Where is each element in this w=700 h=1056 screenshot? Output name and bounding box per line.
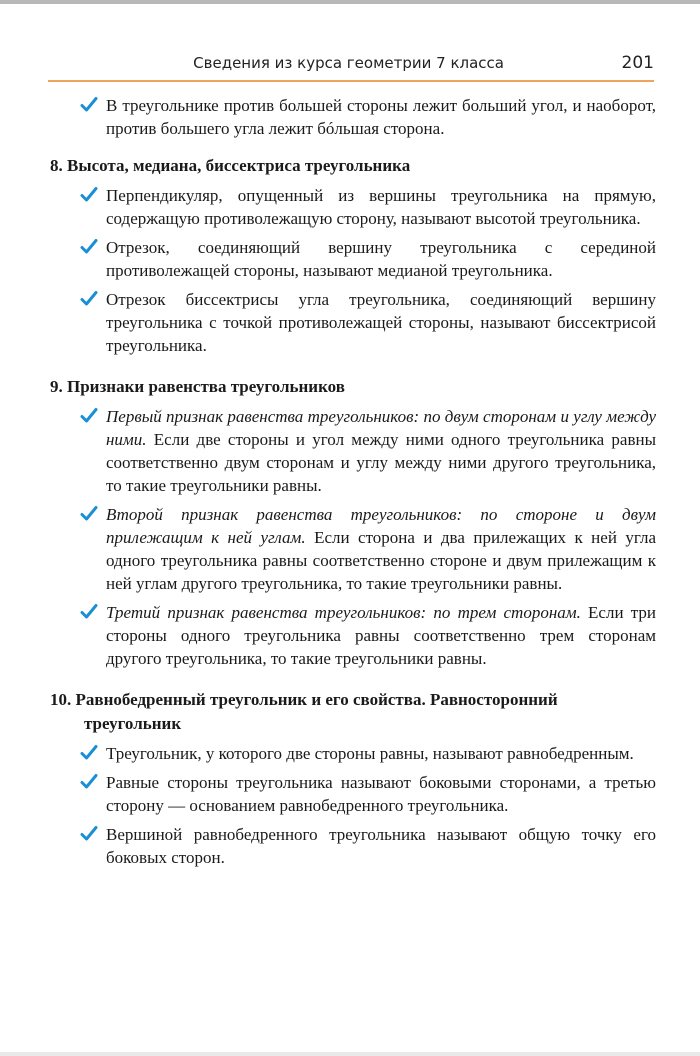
item-text: В треугольнике против большей стороны лежит больший угол, и наоборот, против большего угла лежит бóльшая сторона. [106, 96, 656, 138]
list-item [50, 94, 656, 140]
list-item [50, 503, 656, 595]
checkmark-icon [80, 96, 98, 114]
section-heading [50, 688, 656, 736]
list-item [50, 771, 656, 817]
section-title: Высота, медиана, биссектриса треугольника [67, 156, 411, 175]
item-italic-lead: Первый признак равенства треугольников: по двум сторонам и углу между ними. [106, 407, 656, 449]
checkmark-icon [80, 773, 98, 791]
list-item [50, 742, 656, 765]
page-number: 201 [621, 53, 654, 73]
running-title: Сведения из курса геометрии 7 класса [193, 54, 504, 72]
checkmark-icon [80, 186, 98, 204]
item-text: Равные стороны треугольника называют боковыми сторонами, а третью сторону — основанием равнобедренного треугольника. [106, 773, 656, 815]
section-title: Признаки равенства треугольников [67, 377, 345, 396]
list-item [50, 601, 656, 670]
list-item [50, 236, 656, 282]
section-number: 8. [50, 156, 63, 175]
item-text: Если сторона и два прилежащих к ней угла одного треугольника равны соответственно стороне и двум прилежащим к ней углам другого треугольника, то такие треугольники равны. [106, 528, 656, 593]
checkmark-icon [80, 407, 98, 425]
list-item [50, 823, 656, 869]
intro-block [50, 94, 656, 140]
item-text: Треугольник, у которого две стороны равны, называют равнобедренным. [106, 744, 634, 763]
item-text: Если три стороны одного треугольника равны соответственно трем сторонам другого треугольника, то такие треугольники равны. [106, 603, 656, 668]
item-text: Отрезок, соединяющий вершину треугольника с серединой противолежащей стороны, называют медианой треугольника. [106, 238, 656, 280]
checkmark-icon [80, 825, 98, 843]
section-heading [50, 375, 656, 399]
item-text: Если две стороны и угол между ними одного треугольника равны соответственно двум сторонам и углу между ними другого треугольника, то такие треугольники равны. [106, 430, 656, 495]
checkmark-icon [80, 290, 98, 308]
checkmark-icon [80, 505, 98, 523]
section-number: 9. [50, 377, 63, 396]
section-8 [50, 154, 656, 357]
section-9 [50, 375, 656, 670]
checkmark-icon [80, 744, 98, 762]
section-number: 10. [50, 690, 72, 709]
list-item [50, 288, 656, 357]
page-content [50, 94, 656, 875]
section-heading [50, 154, 656, 178]
item-italic-lead: Второй признак равенства треугольников: по стороне и двум прилежащим к ней углам. [106, 505, 656, 547]
item-text: Перпендикуляр, опущенный из вершины треугольника на прямую, содержащую противолежащую сторону, называют высотой треугольника. [106, 186, 656, 228]
item-text: Вершиной равнобедренного треугольника называют общую точку его боковых сторон. [106, 825, 656, 867]
section-title: Равнобедренный треугольник и его свойства. Равносторонний треугольник [75, 690, 558, 733]
item-italic-lead: Третий признак равенства треугольников: по трем сторонам. [106, 603, 581, 622]
checkmark-icon [80, 603, 98, 621]
list-item [50, 405, 656, 497]
running-head [48, 52, 654, 82]
checkmark-icon [80, 238, 98, 256]
list-item [50, 184, 656, 230]
section-10 [50, 688, 656, 869]
item-text: Отрезок биссектрисы угла треугольника, соединяющий вершину треугольника с точкой противолежащей стороны, называют биссектрисой треугольника. [106, 290, 656, 355]
